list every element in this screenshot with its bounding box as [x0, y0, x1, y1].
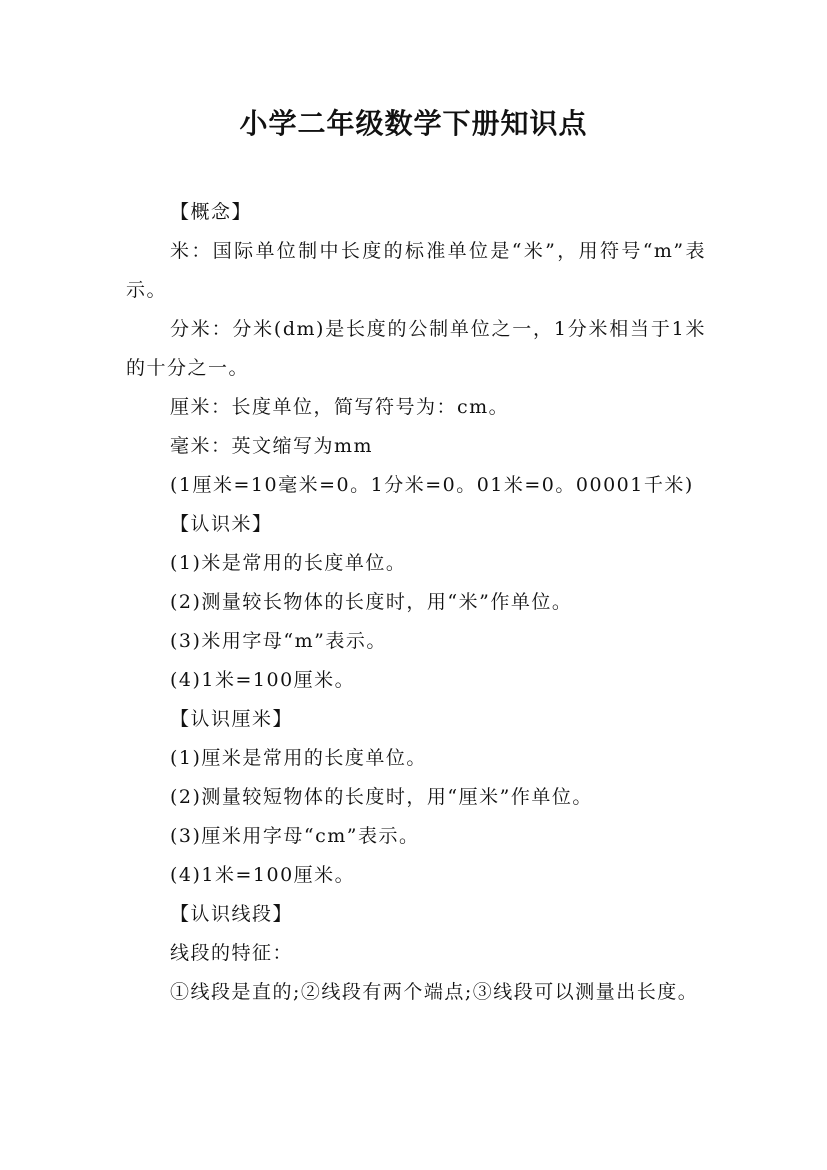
section-heading-know-line-segment: 【认识线段】: [170, 903, 294, 925]
list-item: (2)测量较短物体的长度时，用“厘米”作单位。: [170, 786, 593, 808]
section-heading-concept: 【概念】: [170, 201, 253, 223]
section-heading-know-centimeter: 【认识厘米】: [170, 708, 294, 730]
list-item: (1)米是常用的长度单位。: [170, 552, 407, 574]
paragraph-centimeter-definition: 厘米：长度单位，简写符号为：cm。: [170, 396, 510, 418]
document-body: [126, 193, 706, 1012]
paragraph-decimeter-definition: 分米：分米(dm)是长度的公制单位之一，1分米相当于1米的十分之一。: [126, 318, 706, 379]
paragraph-segment-features: ①线段是直的;②线段有两个端点;③线段可以测量出长度。: [170, 981, 699, 1003]
list-item: (1)厘米是常用的长度单位。: [170, 747, 427, 769]
page-title: 小学二年级数学下册知识点: [239, 107, 588, 140]
list-item: (4)1米=100厘米。: [170, 669, 356, 691]
section-heading-know-meter: 【认识米】: [170, 513, 273, 535]
paragraph-millimeter-definition: 毫米：英文缩写为mm: [170, 435, 374, 457]
paragraph-meter-definition: 米：国际单位制中长度的标准单位是“米”，用符号“m”表示。: [126, 240, 706, 301]
paragraph-segment-features-label: 线段的特征：: [170, 942, 294, 964]
list-item: (2)测量较长物体的长度时，用“米”作单位。: [170, 591, 573, 613]
list-item: (3)米用字母“m”表示。: [170, 630, 387, 652]
paragraph-unit-conversion: (1厘米=10毫米=0。1分米=0。01米=0。00001千米): [170, 474, 694, 496]
list-item: (4)1米=100厘米。: [170, 864, 356, 886]
list-item: (3)厘米用字母“cm”表示。: [170, 825, 420, 847]
